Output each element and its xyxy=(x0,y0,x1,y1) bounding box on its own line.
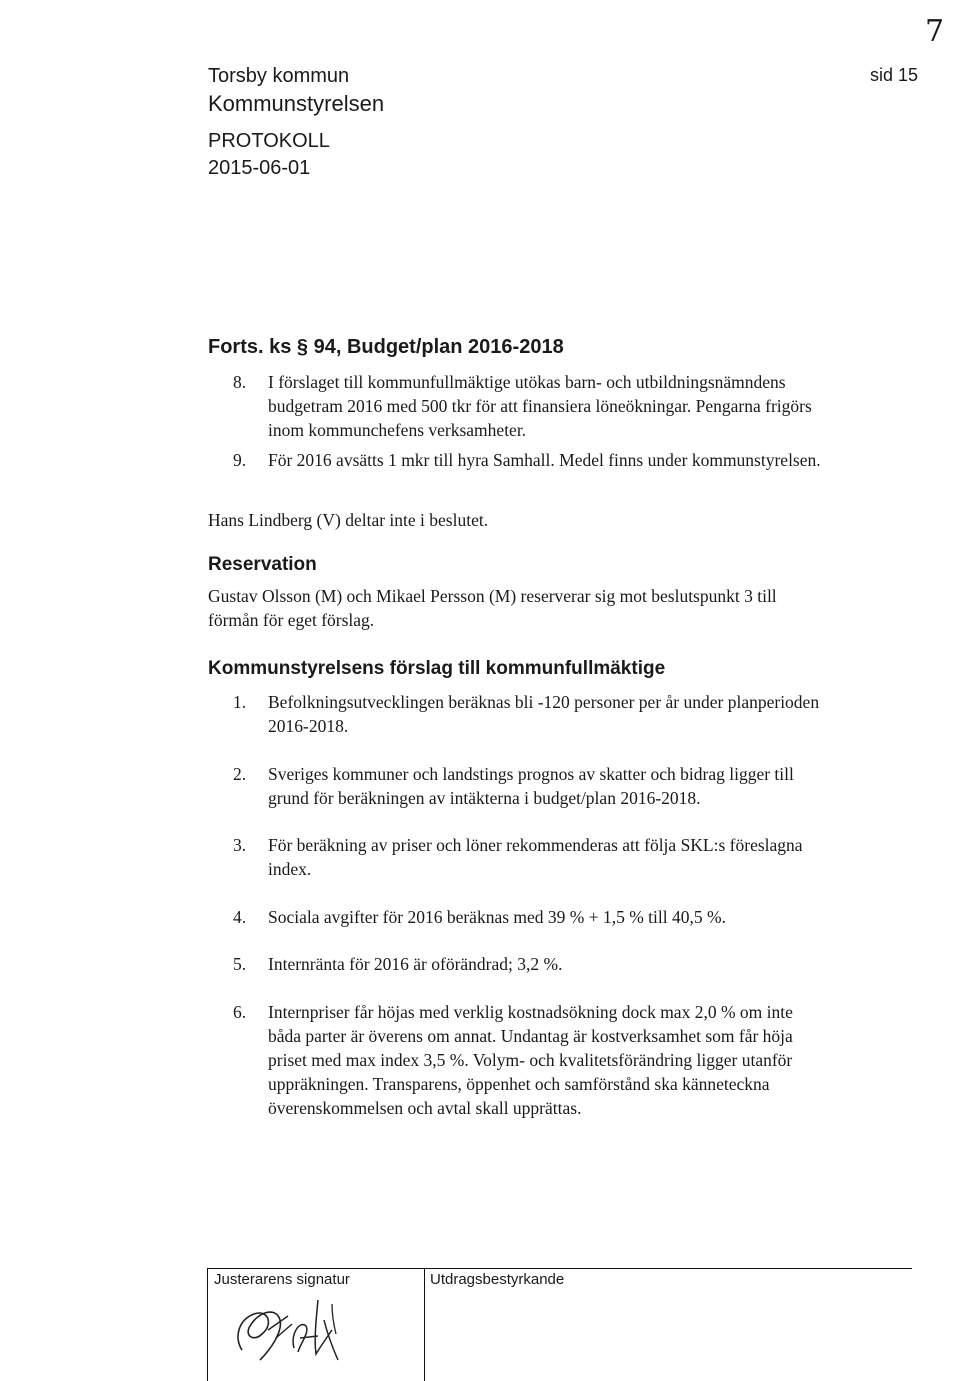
handwritten-page-mark: 7 xyxy=(925,14,945,49)
list-item xyxy=(233,952,873,976)
list-item xyxy=(233,1000,873,1120)
section-heading: Forts. ks § 94, Budget/plan 2016-2018 xyxy=(208,336,564,358)
footer-top-rule xyxy=(207,1268,912,1269)
committee-name: Kommunstyrelsen xyxy=(208,91,385,116)
extract-label: Utdragsbestyrkande xyxy=(430,1271,565,1288)
signature-label: Justerarens signatur xyxy=(214,1271,350,1288)
list-item-text: Sociala avgifter för 2016 beräknas med 39 % + 1,5 % till 40,5 %. xyxy=(268,907,726,927)
list-item-number: 9. xyxy=(233,450,247,470)
handwritten-signature xyxy=(228,1290,348,1370)
list-item xyxy=(233,905,873,929)
footer-left-rule xyxy=(207,1268,208,1381)
list-item-text: Befolkningsutvecklingen beräknas bli -120 personer per år under planperioden 2016-2018. xyxy=(268,692,820,736)
reservation-heading: Reservation xyxy=(208,554,317,575)
footer-divider-rule xyxy=(424,1268,425,1381)
list-item xyxy=(233,448,873,472)
list-item-text: I förslaget till kommunfullmäktige utökas barn- och utbildningsnämndens budgetram 2016 med 500 tkr för att finansiera löneökningar. Pengarna frigörs inom kommunchefens verksamheter. xyxy=(268,372,812,440)
list-item xyxy=(233,370,873,442)
list-item-text: För beräkning av priser och löner rekommenderas att följa SKL:s föreslagna index. xyxy=(268,835,803,879)
not-participating-note: Hans Lindberg (V) deltar inte i beslutet. xyxy=(208,510,489,530)
list-item-text: Internränta för 2016 är oförändrad; 3,2 %. xyxy=(268,954,563,974)
list-item-number: 4. xyxy=(233,907,247,927)
list-item xyxy=(233,833,873,881)
proposal-heading: Kommunstyrelsens förslag till kommunfullmäktige xyxy=(208,658,666,679)
list-item-text: Internpriser får höjas med verklig kostnadsökning dock max 2,0 % om inte båda parter är överens om annat. Undantag är kostverksamhet som får höja priset med max index 3,5 %. Volym- och kvalitetsförändring ligger utanför uppräkningen. Transparens, öppenhet och samförstånd ska känneteckna överenskommelsen och avtal skall upprättas. xyxy=(268,1002,793,1118)
list-item-number: 2. xyxy=(233,764,247,784)
list-item-number: 3. xyxy=(233,835,247,855)
meeting-date: 2015-06-01 xyxy=(208,157,311,179)
reservation-text: Gustav Olsson (M) och Mikael Persson (M) reserverar sig mot beslutspunkt 3 till förmån för eget förslag. xyxy=(208,586,777,630)
page-number: sid 15 xyxy=(870,65,919,85)
list-item-number: 8. xyxy=(233,372,247,392)
list-item-text: Sveriges kommuner och landstings prognos av skatter och bidrag ligger till grund för beräkningen av intäkterna i budget/plan 2016-2018. xyxy=(268,764,794,808)
list-item-text: För 2016 avsätts 1 mkr till hyra Samhall. Medel finns under kommunstyrelsen. xyxy=(268,450,821,470)
list-item-number: 5. xyxy=(233,954,247,974)
list-item xyxy=(233,762,873,810)
document-type: PROTOKOLL xyxy=(208,130,330,152)
list-item-number: 1. xyxy=(233,692,247,712)
list-item-number: 6. xyxy=(233,1002,247,1022)
list-item xyxy=(233,690,873,738)
org-name: Torsby kommun xyxy=(208,65,350,87)
